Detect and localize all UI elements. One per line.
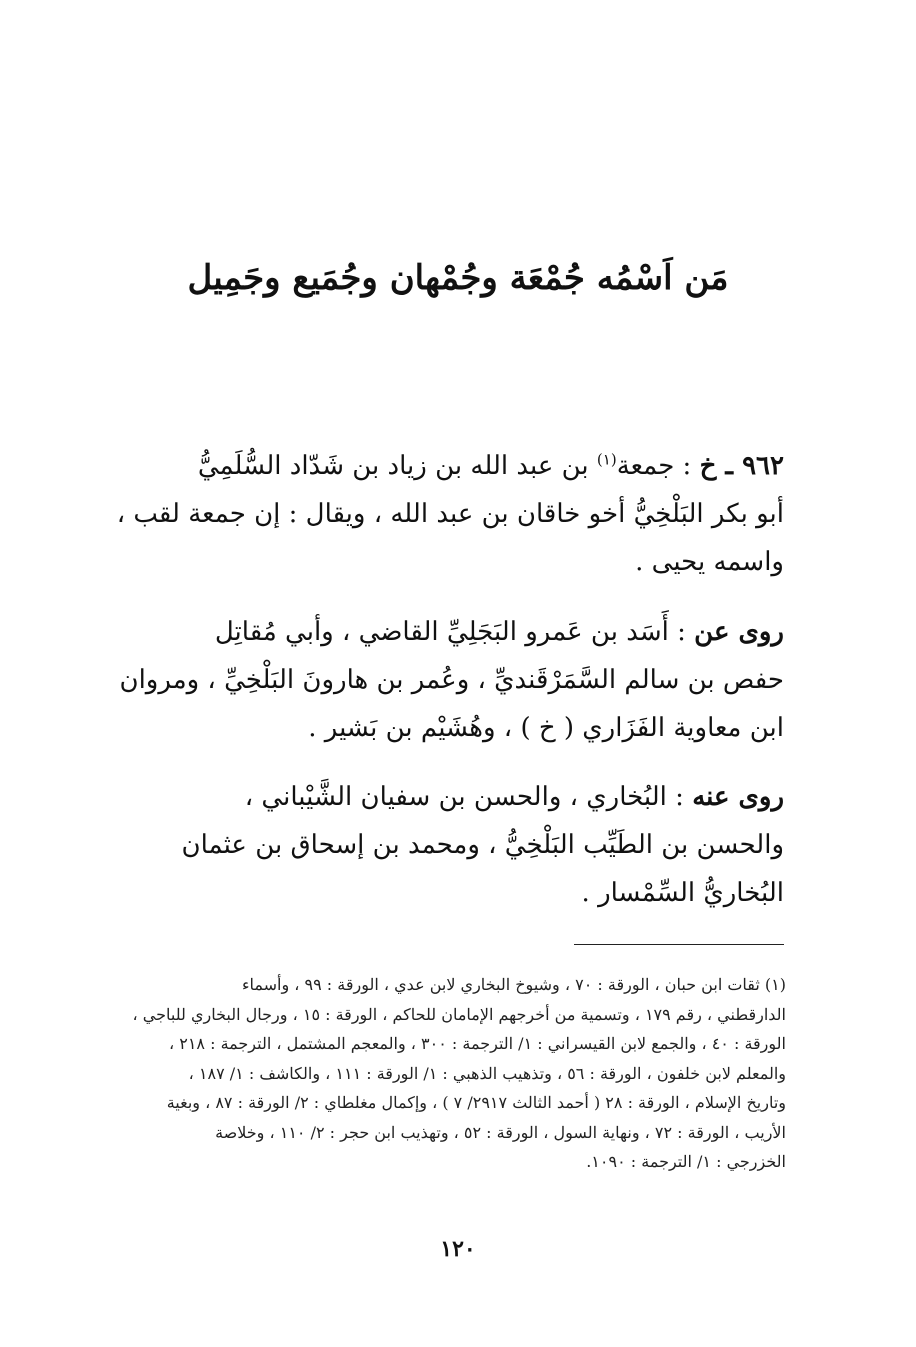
footnotes — [100, 970, 786, 1177]
narrated-from-line-3: ابن معاوية الفَزَاري ( خ ) ، وهُشَيْم بن بَشير . — [308, 713, 784, 743]
page-number: ١٢٠ — [440, 1236, 476, 1262]
narrated-from-paragraph — [100, 608, 784, 752]
footnote-line: الورقة : ٤٠ ، والجمع لابن القيسراني : ١/ الترجمة : ٣٠٠ ، والمعجم المشتمل ، الترجمة : ٢١٨ ، — [168, 1034, 786, 1053]
footnote-line: الدارقطني ، رقم ١٧٩ ، وتسمية من أخرجهم الإمامان للحاكم ، الورقة : ١٥ ، ورجال البخاري للباجي ، — [132, 1004, 786, 1024]
footnote-separator — [574, 944, 784, 945]
narrated-by-label: روى عنه — [692, 782, 784, 812]
narrated-from-label: روى عن — [694, 617, 784, 647]
narrated-by-line-1 — [100, 773, 784, 821]
narrated-by-line-2: والحسن بن الطَيِّب البَلْخِيُّ ، ومحمد بن إسحاق بن عثمان — [181, 830, 784, 860]
entry-name-rest: بن عبد الله بن زياد بن شَدّاد السُّلَمِيُّ — [197, 451, 597, 481]
entry-line-1 — [100, 442, 784, 490]
footnote-reference: (١) — [596, 450, 617, 469]
narrated-from-line-1 — [100, 608, 784, 656]
biography-entry — [100, 442, 784, 586]
footnote-line: والمعلم لابن خلفون ، الورقة : ٥٦ ، وتذهيب الذهبي : ١/ الورقة : ١١١ ، والكاشف : ١/ ١٨٧ ، — [188, 1063, 786, 1083]
footnote-line: الأريب ، الورقة : ٧٢ ، ونهاية السول ، الورقة : ٥٢ ، وتهذيب ابن حجر : ٢/ ١١٠ ، وخلاصة — [215, 1122, 786, 1142]
entry-number: ٩٦٢ ـ خ — [699, 451, 784, 481]
entry-line-2: أبو بكر البَلْخِيُّ أخو خاقان بن عبد الله ، ويقال : إن جمعة لقب ، — [116, 499, 784, 529]
narrated-from-text: : أَسَد بن عَمرو البَجَلِيِّ القاضي ، وأبي مُقاتِل — [214, 617, 695, 647]
narrated-from-line-2: حفص بن سالم السَّمَرْقَنديِّ ، وعُمر بن هارونَ البَلْخِيِّ ، ومروان — [119, 665, 784, 695]
footnote-line: وتاريخ الإسلام ، الورقة : ٢٨ ( أحمد الثالث ٢٩١٧/ ٧ ) ، وإكمال مغلطاي : ٢/ الورقة : ٨٧ ، وبغية — [166, 1093, 786, 1112]
entry-name: : جمعة — [616, 451, 700, 481]
narrated-by-text: : البُخاري ، والحسن بن سفيان الشَّيْباني ، — [244, 782, 693, 812]
narrated-by-paragraph — [100, 773, 784, 917]
narrated-by-line-3: البُخاريُّ السِّمْسار . — [581, 878, 784, 908]
footnote-line: (١) ثقات ابن حبان ، الورقة : ٧٠ ، وشيوخ البخاري لابن عدي ، الورقة : ٩٩ ، وأسماء — [241, 975, 786, 994]
chapter-title: مَن اَسْمُه جُمْعَة وجُمْهان وجُمَيع وجَمِيل — [187, 258, 729, 298]
footnote-line: الخزرجي : ١/ الترجمة : ١٠٩٠. — [586, 1152, 786, 1171]
entry-line-3: واسمه يحيى . — [635, 547, 784, 577]
